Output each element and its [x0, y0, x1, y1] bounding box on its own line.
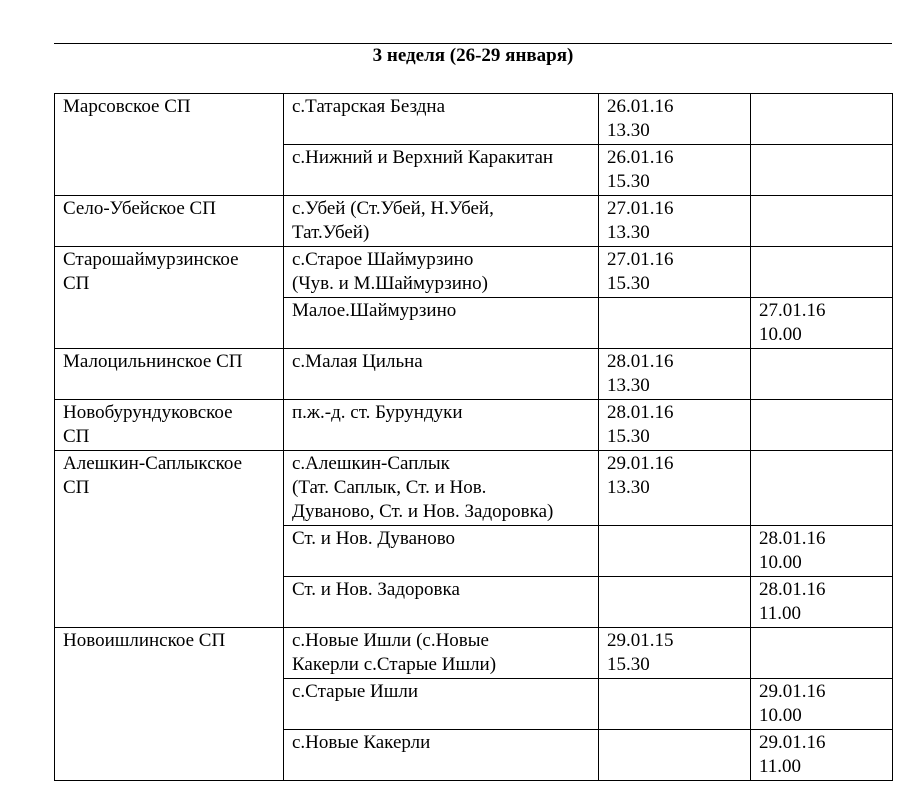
- date-cell: [599, 679, 751, 730]
- extra-date-cell: [751, 196, 893, 247]
- settlement-cell: Алешкин-Саплыкское СП: [55, 451, 284, 628]
- week-heading: 3 неделя (26-29 января): [372, 45, 574, 66]
- place-cell: с.Нижний и Верхний Каракитан: [284, 145, 599, 196]
- settlement-cell: Новобурундуковское СП: [55, 400, 284, 451]
- date-cell: [599, 526, 751, 577]
- extra-date-cell: [751, 247, 893, 298]
- date-cell: 26.01.16 13.30: [599, 94, 751, 145]
- schedule-table: [54, 93, 893, 781]
- place-cell: Ст. и Нов. Дуваново: [284, 526, 599, 577]
- place-cell: п.ж.-д. ст. Бурундуки: [284, 400, 599, 451]
- place-cell: с.Новые Ишли (с.Новые Какерли с.Старые Ишли): [284, 628, 599, 679]
- settlement-cell: Новоишлинское СП: [55, 628, 284, 781]
- table-row: [55, 628, 893, 679]
- date-cell: 26.01.16 15.30: [599, 145, 751, 196]
- extra-date-cell: 28.01.16 10.00: [751, 526, 893, 577]
- place-cell: с.Малая Цильна: [284, 349, 599, 400]
- extra-date-cell: [751, 145, 893, 196]
- place-cell: с.Алешкин-Саплык (Тат. Саплык, Ст. и Нов. Дуваново, Ст. и Нов. Задоровка): [284, 451, 599, 526]
- extra-date-cell: [751, 94, 893, 145]
- extra-date-cell: 29.01.16 11.00: [751, 730, 893, 781]
- place-cell: с.Убей (Ст.Убей, Н.Убей, Тат.Убей): [284, 196, 599, 247]
- date-cell: 29.01.16 13.30: [599, 451, 751, 526]
- extra-date-cell: [751, 628, 893, 679]
- date-cell: 27.01.16 13.30: [599, 196, 751, 247]
- extra-date-cell: [751, 451, 893, 526]
- date-cell: 28.01.16 13.30: [599, 349, 751, 400]
- place-cell: с.Старые Ишли: [284, 679, 599, 730]
- date-cell: 29.01.15 15.30: [599, 628, 751, 679]
- date-cell: [599, 298, 751, 349]
- date-cell: [599, 730, 751, 781]
- table-row: [55, 400, 893, 451]
- table-row: [55, 247, 893, 298]
- settlement-cell: Малоцильнинское СП: [55, 349, 284, 400]
- table-row: [55, 349, 893, 400]
- extra-date-cell: 28.01.16 11.00: [751, 577, 893, 628]
- place-cell: с.Новые Какерли: [284, 730, 599, 781]
- date-cell: 27.01.16 15.30: [599, 247, 751, 298]
- extra-date-cell: [751, 349, 893, 400]
- place-cell: с.Старое Шаймурзино (Чув. и М.Шаймурзино): [284, 247, 599, 298]
- place-cell: Малое.Шаймурзино: [284, 298, 599, 349]
- table-row: [55, 451, 893, 526]
- date-cell: 28.01.16 15.30: [599, 400, 751, 451]
- place-cell: Ст. и Нов. Задоровка: [284, 577, 599, 628]
- extra-date-cell: 27.01.16 10.00: [751, 298, 893, 349]
- extra-date-cell: [751, 400, 893, 451]
- place-cell: с.Татарская Бездна: [284, 94, 599, 145]
- settlement-cell: Марсовское СП: [55, 94, 284, 196]
- settlement-cell: Село-Убейское СП: [55, 196, 284, 247]
- table-row: [55, 94, 893, 145]
- extra-date-cell: 29.01.16 10.00: [751, 679, 893, 730]
- table-row: [55, 196, 893, 247]
- settlement-cell: Старошаймурзинское СП: [55, 247, 284, 349]
- date-cell: [599, 577, 751, 628]
